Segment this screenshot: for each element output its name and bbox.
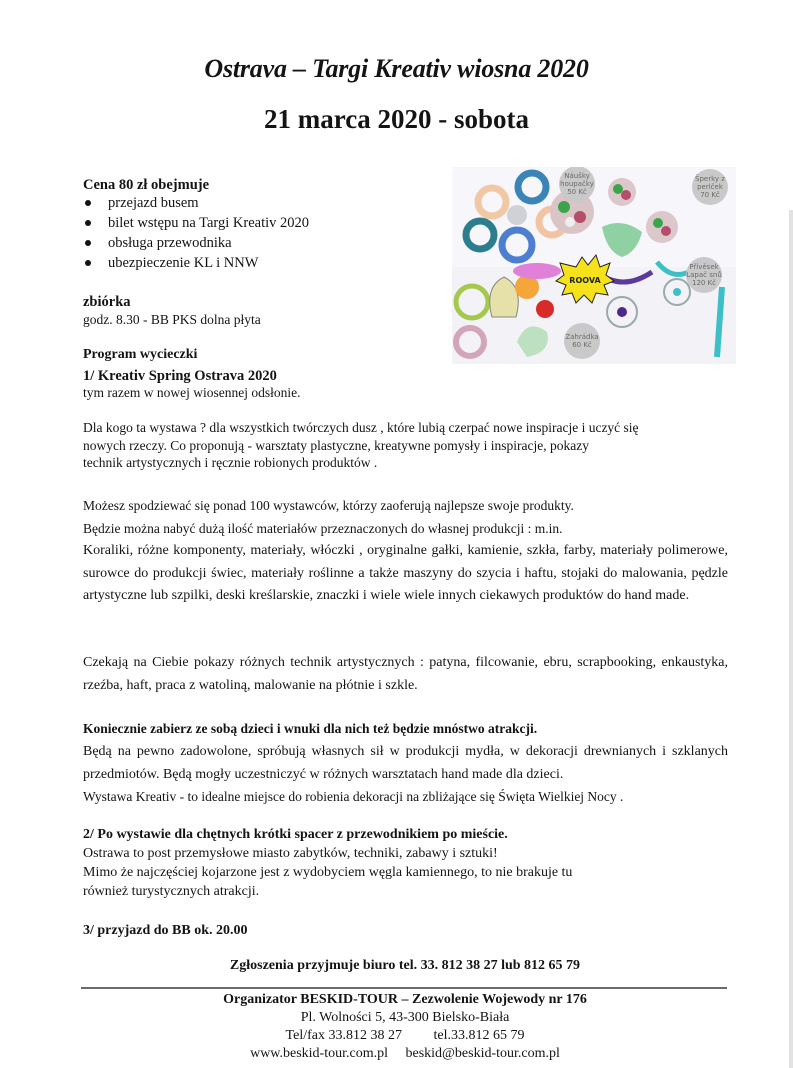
materials-paragraph: Koraliki, różne komponenty, materiały, włóczki , oryginalne gałki, kamienie, szkła, farby, materiały polimerowe, surowce do produkcji świec, materiały roślinne a także maszyny do szycia i haftu, stojaki do malowania, pędzle artystyczne lub szpilki, deski kreślarskie, znaczki i wiele wiele innych ciekawych produktów do hand made. — [83, 543, 728, 603]
bullet-icon — [85, 220, 91, 226]
kids-heading: Koniecznie zabierz ze sobą dzieci i wnuki dla nich też będzie mnóstwo atrakcji. — [83, 721, 538, 736]
list-item: obsługa przewodnika — [83, 233, 309, 253]
exhibitors-line-2: Będzie można nabyć dużą ilość materiałów przeznaczonych do własnej produkcji : m.in. — [83, 520, 563, 536]
svg-text:60 Kč: 60 Kč — [572, 341, 592, 349]
part1-heading: 1/ Kreativ Spring Ostrava 2020 — [83, 368, 277, 384]
svg-text:Přívěsek: Přívěsek — [689, 263, 719, 271]
meeting-details: godz. 8.30 - BB PKS dolna płyta — [83, 312, 261, 327]
program-heading: Program wycieczki — [83, 347, 198, 362]
svg-text:houpačky: houpačky — [560, 180, 594, 188]
organizer-web-email[interactable]: www.beskid-tour.com.pl beskid@beskid-tour.com.pl — [250, 1046, 560, 1061]
svg-text:ROOVA: ROOVA — [569, 276, 601, 285]
registration-line: Zgłoszenia przyjmuje biuro tel. 33. 812 38 27 lub 812 65 79 — [229, 958, 581, 973]
photo-collage-graphic — [452, 167, 736, 364]
list-item: bilet wstępu na Targi Kreativ 2020 — [83, 213, 309, 233]
part2-line-3: również turystycznych atrakcji. — [83, 884, 260, 899]
svg-text:Náušky: Náušky — [564, 172, 590, 180]
bullet-icon — [85, 260, 91, 266]
bullet-icon — [85, 200, 91, 206]
organizer-address: Pl. Wolności 5, 43-300 Bielsko-Biała — [300, 1010, 510, 1025]
easter-line: Wystawa Kreativ - to idealne miejsce do robienia dekoracji na zbliżające się Święta Wielkiej Nocy . — [83, 789, 624, 804]
organizer-line: Organizator BESKID-TOUR – Zezwolenie Wojewody nr 176 — [223, 992, 587, 1007]
svg-text:50 Kč: 50 Kč — [567, 188, 587, 196]
intro-line-2: nowych rzeczy. Co proponują - warsztaty plastyczne, kreatywne pomysły i inspiracje, pokazy — [83, 437, 589, 453]
intro-line-3: technik artystycznych i ręcznie robionych produktów . — [83, 455, 378, 470]
price-heading: Cena 80 zł obejmuje — [83, 177, 210, 193]
svg-text:120 Kč: 120 Kč — [691, 279, 717, 287]
part3-heading: 3/ przyjazd do BB ok. 20.00 — [83, 923, 248, 938]
exhibitors-line-1: Możesz spodziewać się ponad 100 wystawców, którzy zaoferują najlepsze swoje produkty. — [83, 498, 574, 513]
footer-divider — [81, 987, 727, 989]
svg-text:Zahrádka: Zahrádka — [565, 333, 599, 341]
organizer-phones: Tel/fax 33.812 38 27 tel.33.812 65 79 — [285, 1028, 525, 1043]
techniques-paragraph: Czekają na Ciebie pokazy różnych technik artystycznych : patyna, filcowanie, ebru, scrapbooking, enkaustyka, rzeźba, haft, praca z watoliną, malowanie na płótnie i szkle. — [83, 655, 728, 693]
svg-text:Lapač snů: Lapač snů — [686, 271, 722, 279]
document-title: Ostrava – Targi Kreativ wiosna 2020 — [204, 54, 589, 83]
list-item: przejazd busem — [83, 193, 309, 213]
bullet-icon — [85, 240, 91, 246]
meeting-heading: zbiórka — [83, 294, 131, 310]
list-item: ubezpieczenie KL i NNW — [83, 253, 309, 273]
kids-paragraph: Będą na pewno zadowolone, spróbują własnych sił w produkcji mydła, w dekoracji drewnianych i szklanych przedmiotów. Będą mogły uczestniczyć w różnych warsztatach hand made dla dzieci. — [83, 744, 728, 782]
price-includes-list — [83, 193, 309, 273]
part2-line-2: Mimo że najczęściej kojarzone jest z wydobyciem węgla kamiennego, to nie brakuje tu — [83, 865, 573, 880]
part2-line-1: Ostrawa to post przemysłowe miasto zabytków, techniki, zabawy i sztuki! — [83, 846, 498, 861]
event-date: 21 marca 2020 - sobota — [264, 104, 529, 134]
intro-line-1: Dla kogo ta wystawa ? dla wszystkich twórczych dusz , które lubią czerpać nowe inspiracje i uczyć się — [83, 420, 639, 435]
svg-text:Šperky z: Šperky z — [695, 175, 725, 183]
jewellery-photo — [452, 167, 736, 364]
page-edge-scrollbar[interactable] — [789, 210, 793, 1068]
svg-text:70 Kč: 70 Kč — [700, 191, 720, 199]
part1-subtitle: tym razem w nowej wiosennej odsłonie. — [83, 385, 301, 400]
svg-text:perlček: perlček — [697, 183, 723, 191]
part2-heading: 2/ Po wystawie dla chętnych krótki spacer z przewodnikiem po mieście. — [83, 827, 508, 842]
